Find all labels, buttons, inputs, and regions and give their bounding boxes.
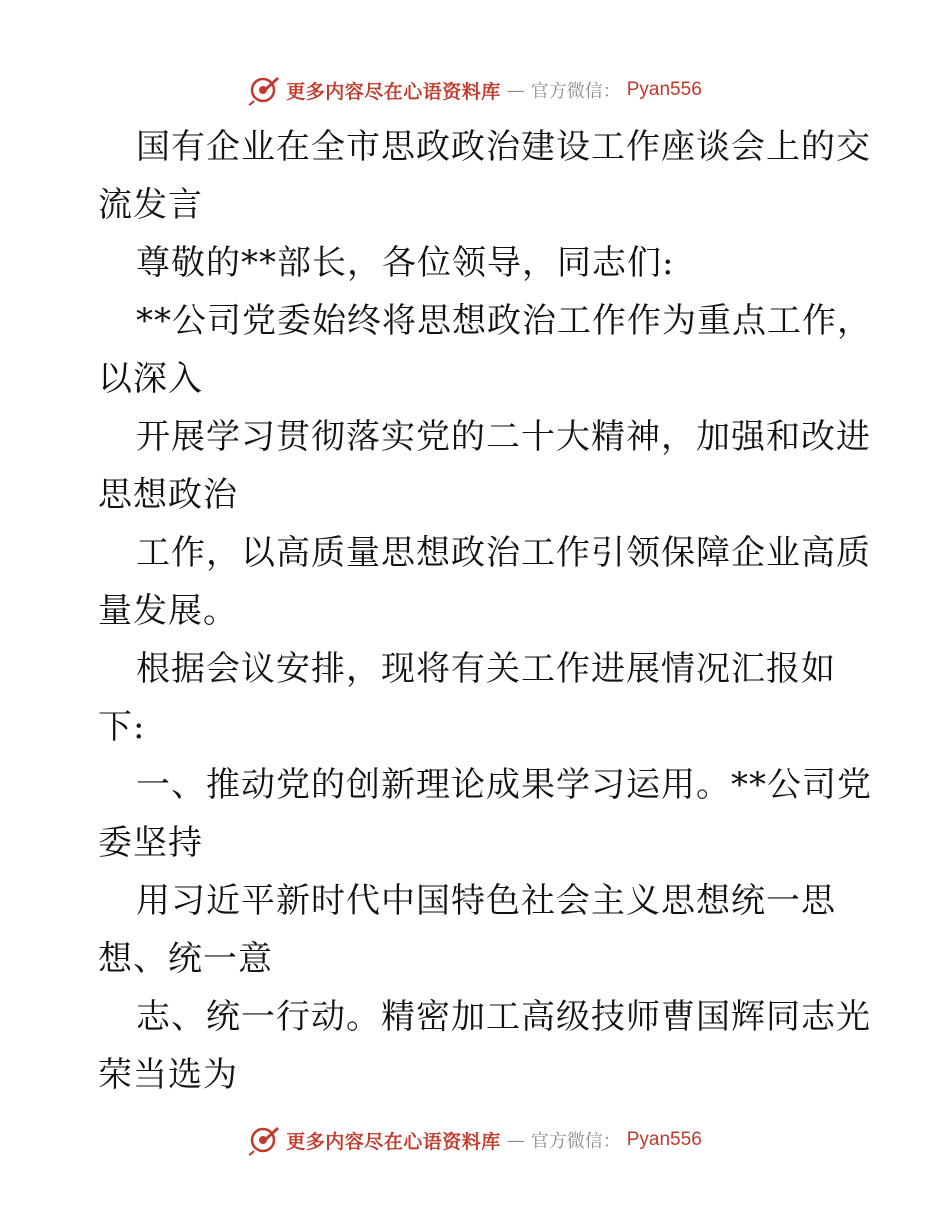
paragraph-line: 量发展。 xyxy=(98,591,238,631)
banner-separator: — xyxy=(506,79,525,101)
paragraph-line: 根据会议安排，现将有关工作进展情况汇报如 xyxy=(136,649,836,689)
salutation-line: 尊敬的**部长，各位领导，同志们: xyxy=(136,243,675,283)
header-watermark-banner xyxy=(0,70,950,110)
banner-main-text: 更多内容尽在心语资料库 xyxy=(286,80,501,103)
paragraph-line: 开展学习贯彻落实党的二十大精神，加强和改进 xyxy=(136,417,871,457)
paragraph-line: **公司党委始终将思想政治工作作为重点工作， xyxy=(136,301,872,341)
document-body xyxy=(98,118,872,1104)
pen-logo-icon xyxy=(248,1124,280,1156)
paragraph-line: 工作，以高质量思想政治工作引领保障企业高质 xyxy=(136,533,871,573)
paragraph-line: 荣当选为 xyxy=(98,1055,238,1095)
banner-separator: — xyxy=(506,1129,525,1151)
paragraph-line: 以深入 xyxy=(98,359,203,399)
banner-wechat-id: Pyan556 xyxy=(626,1129,702,1150)
footer-watermark-banner xyxy=(0,1120,950,1160)
paragraph-line: 下: xyxy=(98,707,146,747)
banner-main-text: 更多内容尽在心语资料库 xyxy=(286,1130,501,1153)
document-title-line: 国有企业在全市思政政治建设工作座谈会上的交 xyxy=(136,127,871,167)
paragraph-line: 志、统一行动。精密加工高级技师曹国辉同志光 xyxy=(136,997,871,1037)
banner-label: 官方微信： xyxy=(530,1131,621,1152)
document-title-line: 流发言 xyxy=(98,185,203,225)
pen-logo-icon xyxy=(248,74,280,106)
banner-label: 官方微信： xyxy=(530,81,621,102)
paragraph-line: 用习近平新时代中国特色社会主义思想统一思 xyxy=(136,881,836,921)
banner-wechat-id: Pyan556 xyxy=(626,79,702,100)
paragraph-line: 委坚持 xyxy=(98,823,203,863)
section-heading-line: 一、推动党的创新理论成果学习运用。**公司党 xyxy=(136,765,872,805)
paragraph-line: 想、统一意 xyxy=(98,939,273,979)
paragraph-line: 思想政治 xyxy=(98,475,238,515)
